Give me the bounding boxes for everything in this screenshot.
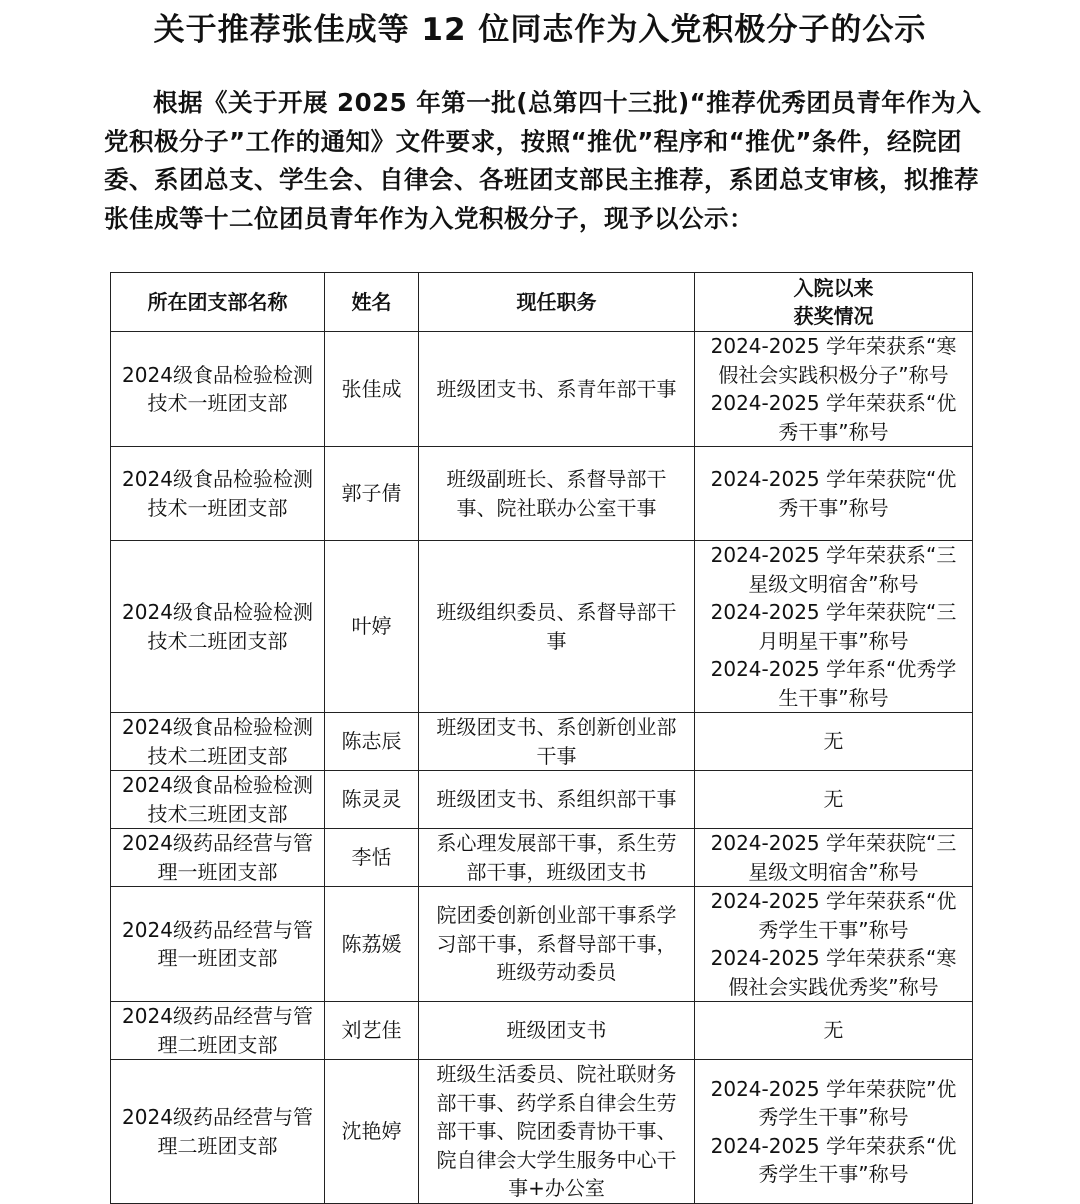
cell-branch: 2024级食品检验检测技术一班团支部 <box>111 447 325 541</box>
cell-awards <box>695 447 973 541</box>
cell-position: 班级团支书 <box>419 1002 695 1060</box>
cell-awards <box>695 541 973 713</box>
cell-branch: 2024级药品经营与管理一班团支部 <box>111 887 325 1002</box>
award-entry: 2024-2025 学年荣获系“优秀干事”称号 <box>710 391 957 444</box>
award-entry: 2024-2025 学年荣获系“寒假社会实践积极分子”称号 <box>710 334 957 387</box>
cell-awards <box>695 713 973 771</box>
table-row <box>111 447 973 541</box>
table-row <box>111 713 973 771</box>
award-entry: 2024-2025 学年荣获院“三星级文明宿舍”称号 <box>710 831 957 884</box>
candidate-table <box>110 272 973 1204</box>
table-row <box>111 829 973 887</box>
cell-position: 系心理发展部干事，系生劳部干事，班级团支书 <box>419 829 695 887</box>
award-entry: 2024-2025 学年荣获系“寒假社会实践优秀奖”称号 <box>710 946 957 999</box>
award-entry: 2024-2025 学年系“优秀学生干事”称号 <box>710 657 957 710</box>
cell-branch: 2024级食品检验检测技术三班团支部 <box>111 771 325 829</box>
cell-name: 沈艳婷 <box>325 1060 419 1204</box>
header-position: 现任职务 <box>419 273 695 332</box>
cell-position: 班级组织委员、系督导部干事 <box>419 541 695 713</box>
cell-branch: 2024级药品经营与管理二班团支部 <box>111 1060 325 1204</box>
cell-awards <box>695 1002 973 1060</box>
cell-name: 叶婷 <box>325 541 419 713</box>
cell-branch: 2024级食品检验检测技术二班团支部 <box>111 713 325 771</box>
document-title: 关于推荐张佳成等 12 位同志作为入党积极分子的公示 <box>153 12 927 48</box>
cell-name: 刘艺佳 <box>325 1002 419 1060</box>
header-branch: 所在团支部名称 <box>111 273 325 332</box>
cell-awards <box>695 1060 973 1204</box>
intro-paragraph: 根据《关于开展 2025 年第一批(总第四十三批)“推荐优秀团员青年作为入党积极分子”工作的通知》文件要求，按照“推优”程序和“推优”条件，经院团委、系团总支、学生会、自律会、各班团支部民主推荐，系团总支审核，拟推荐张佳成等十二位团员青年作为入党积极分子，现予以公示： <box>104 88 982 233</box>
cell-position: 院团委创新创业部干事系学习部干事，系督导部干事，班级劳动委员 <box>419 887 695 1002</box>
cell-name: 陈灵灵 <box>325 771 419 829</box>
award-entry: 无 <box>823 729 844 754</box>
cell-branch: 2024级药品经营与管理一班团支部 <box>111 829 325 887</box>
award-entry: 2024-2025 学年荣获院“优秀干事”称号 <box>710 467 957 520</box>
table-row <box>111 332 973 447</box>
award-entry: 无 <box>823 1018 844 1043</box>
award-entry: 2024-2025 学年荣获院“三月明星干事”称号 <box>710 600 957 653</box>
cell-position: 班级团支书、系组织部干事 <box>419 771 695 829</box>
table-row <box>111 771 973 829</box>
cell-branch: 2024级药品经营与管理二班团支部 <box>111 1002 325 1060</box>
cell-name: 郭子倩 <box>325 447 419 541</box>
cell-awards <box>695 887 973 1002</box>
cell-awards <box>695 829 973 887</box>
cell-awards <box>695 332 973 447</box>
award-entry: 2024-2025 学年荣获院”优秀学生干事”称号 <box>710 1076 957 1129</box>
award-entry: 2024-2025 学年荣获系“优秀学生干事”称号 <box>710 1133 957 1186</box>
table-row <box>111 1002 973 1060</box>
cell-branch: 2024级食品检验检测技术一班团支部 <box>111 332 325 447</box>
award-entry: 2024-2025 学年荣获系“三星级文明宿舍”称号 <box>710 543 957 596</box>
cell-position: 班级团支书、系青年部干事 <box>419 332 695 447</box>
header-awards <box>695 273 973 332</box>
cell-name: 陈志辰 <box>325 713 419 771</box>
cell-position: 班级生活委员、院社联财务部干事、药学系自律会生劳部干事、院团委青协干事、院自律会大学生服务中心干事+办公室 <box>419 1060 695 1204</box>
table-row <box>111 887 973 1002</box>
header-name: 姓名 <box>325 273 419 332</box>
cell-name: 张佳成 <box>325 332 419 447</box>
header-awards-line1: 入院以来 <box>793 275 874 300</box>
award-entry: 无 <box>823 787 844 812</box>
award-entry: 2024-2025 学年荣获系“优秀学生干事”称号 <box>710 889 957 942</box>
table-row <box>111 541 973 713</box>
cell-name: 李恬 <box>325 829 419 887</box>
cell-position: 班级副班长、系督导部干事、院社联办公室干事 <box>419 447 695 541</box>
cell-name: 陈荔媛 <box>325 887 419 1002</box>
header-awards-line2: 获奖情况 <box>793 304 874 328</box>
table-header-row <box>111 273 973 332</box>
table-row <box>111 1060 973 1204</box>
cell-position: 班级团支书、系创新创业部干事 <box>419 713 695 771</box>
cell-awards <box>695 771 973 829</box>
cell-branch: 2024级食品检验检测技术二班团支部 <box>111 541 325 713</box>
